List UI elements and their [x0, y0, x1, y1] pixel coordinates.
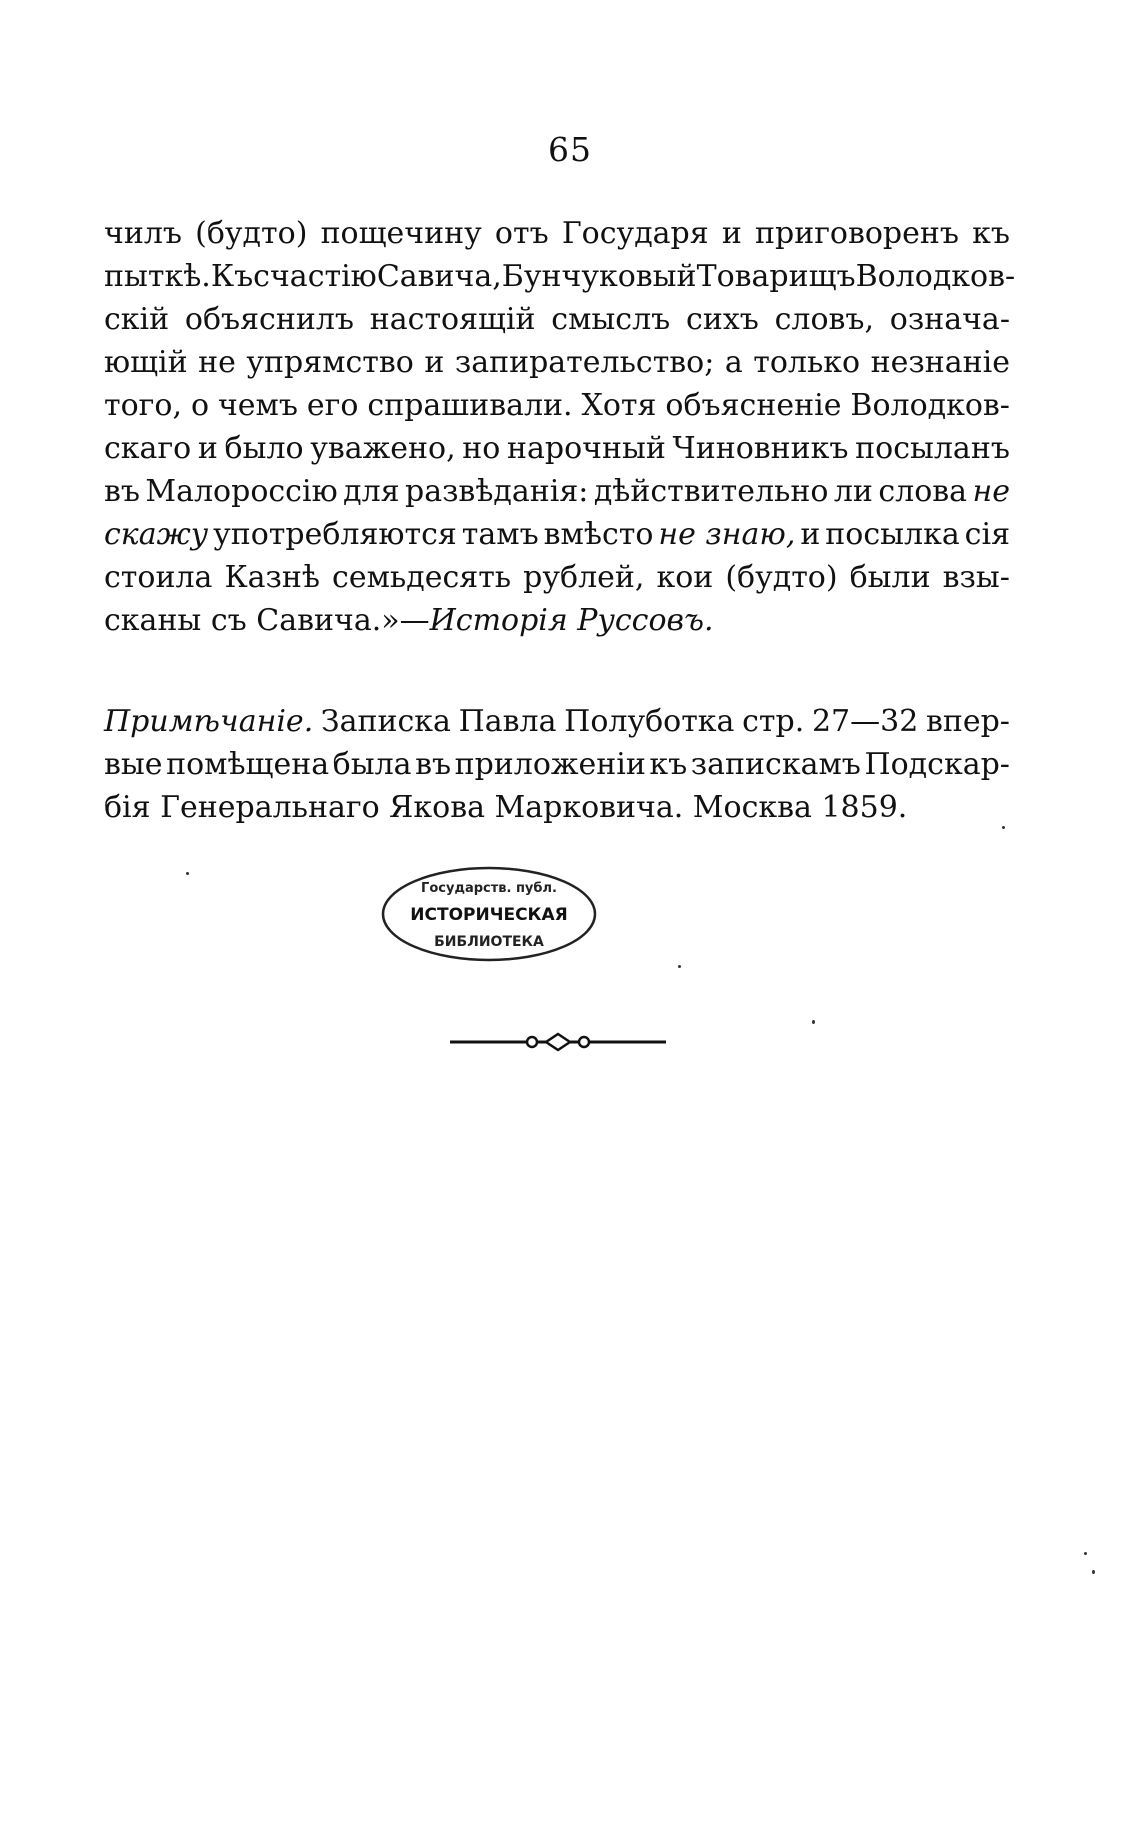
word: и: [197, 431, 218, 466]
word: означа-: [889, 302, 1010, 337]
end-ornament: [448, 1030, 668, 1054]
word: слова: [878, 474, 968, 509]
ink-speck: [186, 872, 189, 875]
word: сихъ: [686, 302, 759, 337]
word: его: [306, 388, 359, 423]
word: Савича,: [376, 259, 502, 294]
source-citation: Исторія Руссовъ.: [429, 603, 714, 638]
word: Государя: [561, 216, 709, 251]
word: развѣданія:: [404, 474, 589, 509]
word: къ: [972, 216, 1010, 251]
word: стоила: [104, 560, 213, 595]
word: ли: [833, 474, 873, 509]
ink-speck: [1002, 826, 1005, 829]
text-line: [104, 427, 1010, 470]
stamp-line-1: Государств. публ.: [421, 881, 557, 896]
stamp-line-2: ИСТОРИЧЕСКАЯ: [410, 905, 568, 925]
word: запискамъ: [690, 747, 861, 782]
word: счастію: [253, 259, 377, 294]
page-number: 65: [548, 130, 592, 169]
word: только: [753, 345, 861, 380]
word: въ: [415, 747, 452, 782]
footnote: [104, 700, 1010, 829]
word: спрашивали.: [367, 388, 573, 423]
word: Малороссію: [145, 474, 338, 509]
note-line: [104, 786, 1010, 829]
word: словъ,: [774, 302, 875, 337]
text-line: [104, 212, 1010, 255]
main-paragraph: [104, 212, 1016, 642]
word: впер-: [925, 704, 1010, 739]
word: приговоренъ: [755, 216, 959, 251]
text-line: [104, 384, 1010, 427]
word: было: [224, 431, 304, 466]
word: приложеніи: [454, 747, 646, 782]
word: чилъ: [104, 216, 182, 251]
word: тамъ: [461, 517, 539, 552]
word: посылка: [825, 517, 960, 552]
word: вмѣсто: [543, 517, 654, 552]
text-line-last: [104, 599, 1010, 642]
word: уважено,: [310, 431, 456, 466]
word: посыланъ: [855, 431, 1010, 466]
word: смыслъ: [551, 302, 671, 337]
word: чемъ: [217, 388, 298, 423]
word: ющій: [104, 345, 188, 380]
word: стр.: [742, 704, 805, 739]
word: настоящій: [369, 302, 536, 337]
word: незнаніе: [870, 345, 1010, 380]
word: а: [724, 345, 743, 380]
word: скажу: [104, 517, 209, 552]
word: не: [972, 474, 1010, 509]
word: употребляются: [213, 517, 457, 552]
word: запирательство;: [454, 345, 715, 380]
word: взы-: [942, 560, 1010, 595]
word: Полуботка: [564, 704, 735, 739]
word: въ: [104, 474, 140, 509]
word: но: [462, 431, 501, 466]
word: рублей,: [523, 560, 645, 595]
word: были: [849, 560, 931, 595]
word: и: [424, 345, 445, 380]
word: упрямство: [246, 345, 414, 380]
word: для: [343, 474, 400, 509]
word: (будто): [725, 560, 838, 595]
word: отъ: [494, 216, 549, 251]
word: дѣйствительно: [593, 474, 829, 509]
word: пыткѣ.: [104, 259, 211, 294]
word: (будто): [195, 216, 308, 251]
stamp-graphic: [378, 862, 600, 966]
text-line: [104, 513, 1010, 556]
word: Къ: [210, 259, 254, 294]
word: Записка: [320, 704, 451, 739]
word: и: [800, 517, 821, 552]
note-line: [104, 743, 1010, 786]
word: Хотя: [581, 388, 657, 423]
note-label: Примѣчаніе.: [104, 704, 314, 739]
word: о: [190, 388, 209, 423]
word: нарочный: [507, 431, 666, 466]
ink-speck: [1084, 1552, 1087, 1555]
word: вые: [104, 747, 163, 782]
ornament-graphic: [448, 1030, 668, 1054]
library-stamp: [378, 862, 600, 966]
word: не знаю,: [658, 517, 796, 552]
word: 27—32: [811, 704, 919, 739]
word: кои: [656, 560, 714, 595]
word: того,: [104, 388, 182, 423]
word: была: [332, 747, 412, 782]
word: Павла: [458, 704, 557, 739]
word: помѣщена: [166, 747, 330, 782]
word: сія: [964, 517, 1010, 552]
stamp-line-3: БИБЛИОТЕКА: [434, 934, 544, 950]
word: Подскар-: [864, 747, 1010, 782]
text-line: [104, 470, 1010, 513]
text-line: [104, 341, 1010, 384]
last-line-text: сканы съ Савича.»—: [104, 603, 430, 638]
word: и: [721, 216, 742, 251]
word: Володков-: [855, 259, 1016, 294]
word: къ: [649, 747, 688, 782]
text-line: [104, 556, 1010, 599]
word: Товарищъ: [696, 259, 856, 294]
word: Чиновникъ: [672, 431, 849, 466]
note-last-line: бія Генеральнаго Якова Марковича. Москва 1859.: [104, 790, 908, 825]
word: Казнѣ: [224, 560, 320, 595]
text-line: [104, 298, 1010, 341]
word: объяснилъ: [184, 302, 354, 337]
ink-speck: [1092, 1570, 1095, 1574]
word: пощечину: [320, 216, 482, 251]
ink-speck: [678, 965, 681, 968]
note-line: [104, 700, 1010, 743]
ink-speck: [812, 1020, 815, 1024]
word: не: [198, 345, 236, 380]
word: скаго: [104, 431, 192, 466]
text-line: [104, 255, 1016, 298]
word: скій: [104, 302, 170, 337]
word: семьдесять: [332, 560, 512, 595]
word: объясненіе: [665, 388, 842, 423]
word: Бунчуковый: [501, 259, 697, 294]
word: Володков-: [850, 388, 1010, 423]
